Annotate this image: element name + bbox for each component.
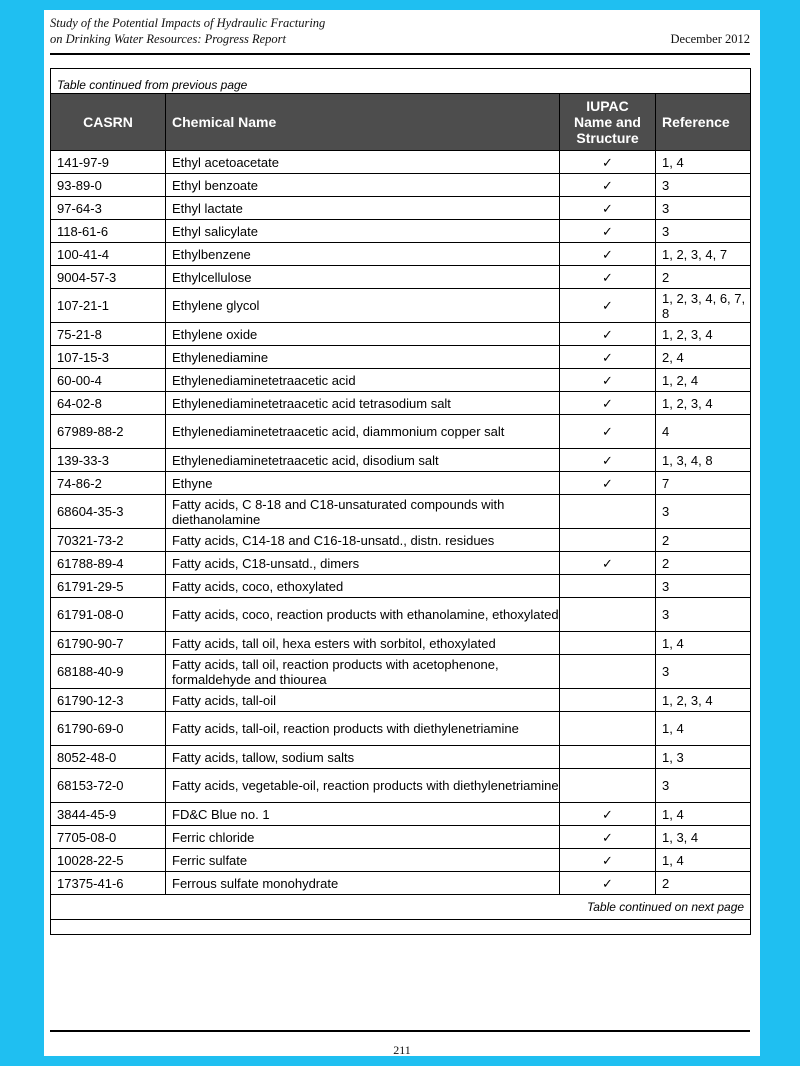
table-row	[51, 746, 751, 769]
cell-chemical-name: Ethylcellulose	[166, 266, 560, 289]
table-row	[51, 655, 751, 689]
footer-rule	[50, 1030, 750, 1032]
cell-casrn: 61790-12-3	[51, 689, 166, 712]
table-row	[51, 849, 751, 872]
cell-chemical-name: Fatty acids, vegetable-oil, reaction products with diethylenetriamine	[166, 769, 560, 803]
cell-chemical-name: Ferrous sulfate monohydrate	[166, 872, 560, 895]
continued-next-note: Table continued on next page	[51, 895, 751, 920]
cell-reference: 1, 3, 4, 8	[656, 449, 751, 472]
cell-chemical-name: Ethylenediaminetetraacetic acid, disodium salt	[166, 449, 560, 472]
page-header	[50, 15, 750, 47]
table-row	[51, 552, 751, 575]
iupac-header-line: Structure	[576, 130, 639, 146]
table-row	[51, 346, 751, 369]
cell-reference: 2	[656, 529, 751, 552]
table-row	[51, 575, 751, 598]
cell-iupac-check: ✓	[560, 826, 656, 849]
cell-iupac-check	[560, 712, 656, 746]
cell-reference: 3	[656, 575, 751, 598]
cell-iupac-check: ✓	[560, 289, 656, 323]
cell-iupac-check: ✓	[560, 197, 656, 220]
cell-iupac-check	[560, 689, 656, 712]
table-header-row	[51, 94, 751, 151]
report-title-line1: Study of the Potential Impacts of Hydraulic Fracturing	[50, 16, 326, 30]
cell-casrn: 74-86-2	[51, 472, 166, 495]
cell-reference: 1, 4	[656, 712, 751, 746]
cell-chemical-name: Fatty acids, C18-unsatd., dimers	[166, 552, 560, 575]
cell-casrn: 70321-73-2	[51, 529, 166, 552]
cell-iupac-check: ✓	[560, 472, 656, 495]
table-row	[51, 495, 751, 529]
table-row	[51, 529, 751, 552]
table-row	[51, 415, 751, 449]
cell-casrn: 17375-41-6	[51, 872, 166, 895]
cell-chemical-name: Ethylenediaminetetraacetic acid	[166, 369, 560, 392]
iupac-header-line: Name and	[574, 114, 641, 130]
table-bottom-spacer	[51, 920, 751, 935]
table-row	[51, 392, 751, 415]
cell-chemical-name: Fatty acids, tall-oil	[166, 689, 560, 712]
cell-casrn: 67989-88-2	[51, 415, 166, 449]
cell-chemical-name: Ethyl acetoacetate	[166, 151, 560, 174]
cell-reference: 3	[656, 495, 751, 529]
continued-from-note: Table continued from previous page	[51, 69, 751, 94]
table-row	[51, 632, 751, 655]
cell-casrn: 139-33-3	[51, 449, 166, 472]
table-row	[51, 449, 751, 472]
cell-chemical-name: Fatty acids, tall-oil, reaction products with diethylenetriamine	[166, 712, 560, 746]
cell-iupac-check: ✓	[560, 392, 656, 415]
cell-iupac-check: ✓	[560, 174, 656, 197]
column-header-casrn: CASRN	[51, 94, 166, 151]
table-row	[51, 369, 751, 392]
cell-casrn: 100-41-4	[51, 243, 166, 266]
cell-iupac-check	[560, 575, 656, 598]
cell-reference: 1, 2, 3, 4, 6, 7, 8	[656, 289, 751, 323]
column-header-reference: Reference	[656, 94, 751, 151]
cell-casrn: 64-02-8	[51, 392, 166, 415]
cell-iupac-check: ✓	[560, 552, 656, 575]
cell-iupac-check: ✓	[560, 266, 656, 289]
cell-iupac-check	[560, 632, 656, 655]
cell-iupac-check	[560, 655, 656, 689]
cell-reference: 3	[656, 220, 751, 243]
cell-casrn: 9004-57-3	[51, 266, 166, 289]
cell-chemical-name: Ethylenediaminetetraacetic acid, diammonium copper salt	[166, 415, 560, 449]
table-row	[51, 769, 751, 803]
cell-reference: 1, 4	[656, 803, 751, 826]
cell-iupac-check: ✓	[560, 323, 656, 346]
cell-reference: 2	[656, 552, 751, 575]
table-row	[51, 220, 751, 243]
cell-reference: 2	[656, 266, 751, 289]
cell-casrn: 61791-08-0	[51, 598, 166, 632]
cell-iupac-check	[560, 746, 656, 769]
cell-reference: 4	[656, 415, 751, 449]
report-title-line2: on Drinking Water Resources: Progress Report	[50, 32, 286, 46]
cell-chemical-name: FD&C Blue no. 1	[166, 803, 560, 826]
cell-casrn: 68153-72-0	[51, 769, 166, 803]
cell-iupac-check: ✓	[560, 849, 656, 872]
cell-chemical-name: Ethylene glycol	[166, 289, 560, 323]
cell-iupac-check	[560, 529, 656, 552]
cell-casrn: 61788-89-4	[51, 552, 166, 575]
table-row	[51, 243, 751, 266]
cell-reference: 3	[656, 174, 751, 197]
cell-iupac-check: ✓	[560, 220, 656, 243]
cell-casrn: 97-64-3	[51, 197, 166, 220]
cell-reference: 2	[656, 872, 751, 895]
cell-casrn: 8052-48-0	[51, 746, 166, 769]
document-page	[44, 10, 760, 1056]
cell-casrn: 75-21-8	[51, 323, 166, 346]
cell-reference: 1, 4	[656, 151, 751, 174]
cell-casrn: 118-61-6	[51, 220, 166, 243]
cell-iupac-check: ✓	[560, 243, 656, 266]
cell-chemical-name: Fatty acids, tallow, sodium salts	[166, 746, 560, 769]
cell-casrn: 7705-08-0	[51, 826, 166, 849]
cell-chemical-name: Ethylene oxide	[166, 323, 560, 346]
continued-next-row	[51, 895, 751, 920]
cell-reference: 2, 4	[656, 346, 751, 369]
cell-casrn: 68188-40-9	[51, 655, 166, 689]
cell-reference: 3	[656, 655, 751, 689]
cell-reference: 3	[656, 197, 751, 220]
cell-iupac-check	[560, 769, 656, 803]
cell-reference: 3	[656, 769, 751, 803]
cell-reference: 1, 3, 4	[656, 826, 751, 849]
cell-casrn: 141-97-9	[51, 151, 166, 174]
cell-chemical-name: Ferric chloride	[166, 826, 560, 849]
cell-chemical-name: Ethyne	[166, 472, 560, 495]
continued-from-row	[51, 69, 751, 94]
cell-reference: 3	[656, 598, 751, 632]
cell-casrn: 61791-29-5	[51, 575, 166, 598]
cell-chemical-name: Fatty acids, coco, reaction products with ethanolamine, ethoxylated	[166, 598, 560, 632]
table-row	[51, 174, 751, 197]
cell-iupac-check: ✓	[560, 872, 656, 895]
cell-reference: 1, 2, 4	[656, 369, 751, 392]
iupac-header-line: IUPAC	[586, 98, 629, 114]
table-row	[51, 712, 751, 746]
cell-chemical-name: Fatty acids, C 8-18 and C18-unsaturated compounds with diethanolamine	[166, 495, 560, 529]
cell-reference: 1, 2, 3, 4	[656, 323, 751, 346]
chemical-table	[50, 68, 751, 935]
column-header-chemical-name: Chemical Name	[166, 94, 560, 151]
page-number: 211	[393, 1043, 411, 1057]
table-row	[51, 151, 751, 174]
cell-chemical-name: Ethylbenzene	[166, 243, 560, 266]
cell-chemical-name: Fatty acids, tall oil, reaction products with acetophenone, formaldehyde and thiourea	[166, 655, 560, 689]
cell-chemical-name: Ethylenediamine	[166, 346, 560, 369]
cell-chemical-name: Ferric sulfate	[166, 849, 560, 872]
table-row	[51, 472, 751, 495]
cell-casrn: 107-21-1	[51, 289, 166, 323]
table-row	[51, 266, 751, 289]
cell-iupac-check	[560, 495, 656, 529]
cell-casrn: 60-00-4	[51, 369, 166, 392]
report-date: December 2012	[670, 32, 750, 46]
cell-chemical-name: Ethylenediaminetetraacetic acid tetrasodium salt	[166, 392, 560, 415]
cell-chemical-name: Fatty acids, coco, ethoxylated	[166, 575, 560, 598]
cell-iupac-check: ✓	[560, 803, 656, 826]
cell-casrn: 61790-90-7	[51, 632, 166, 655]
cell-chemical-name: Ethyl lactate	[166, 197, 560, 220]
cell-reference: 1, 4	[656, 632, 751, 655]
cell-reference: 1, 3	[656, 746, 751, 769]
cell-casrn: 68604-35-3	[51, 495, 166, 529]
cell-chemical-name: Ethyl benzoate	[166, 174, 560, 197]
table-row	[51, 689, 751, 712]
cell-casrn: 61790-69-0	[51, 712, 166, 746]
cell-chemical-name: Fatty acids, tall oil, hexa esters with sorbitol, ethoxylated	[166, 632, 560, 655]
cell-casrn: 3844-45-9	[51, 803, 166, 826]
table-row	[51, 197, 751, 220]
table-row	[51, 289, 751, 323]
cell-casrn: 107-15-3	[51, 346, 166, 369]
table-row	[51, 323, 751, 346]
cell-chemical-name: Ethyl salicylate	[166, 220, 560, 243]
table-row	[51, 872, 751, 895]
column-header-iupac	[560, 94, 656, 151]
cell-iupac-check: ✓	[560, 346, 656, 369]
cell-iupac-check: ✓	[560, 415, 656, 449]
cell-reference: 1, 2, 3, 4	[656, 392, 751, 415]
cell-iupac-check: ✓	[560, 369, 656, 392]
header-rule	[50, 53, 750, 55]
table-row	[51, 803, 751, 826]
cell-iupac-check: ✓	[560, 449, 656, 472]
table-row	[51, 598, 751, 632]
table-row	[51, 826, 751, 849]
cell-chemical-name: Fatty acids, C14-18 and C16-18-unsatd., distn. residues	[166, 529, 560, 552]
cell-casrn: 10028-22-5	[51, 849, 166, 872]
cell-iupac-check	[560, 598, 656, 632]
cell-reference: 7	[656, 472, 751, 495]
cell-casrn: 93-89-0	[51, 174, 166, 197]
cell-reference: 1, 2, 3, 4	[656, 689, 751, 712]
cell-iupac-check: ✓	[560, 151, 656, 174]
cell-reference: 1, 4	[656, 849, 751, 872]
cell-reference: 1, 2, 3, 4, 7	[656, 243, 751, 266]
